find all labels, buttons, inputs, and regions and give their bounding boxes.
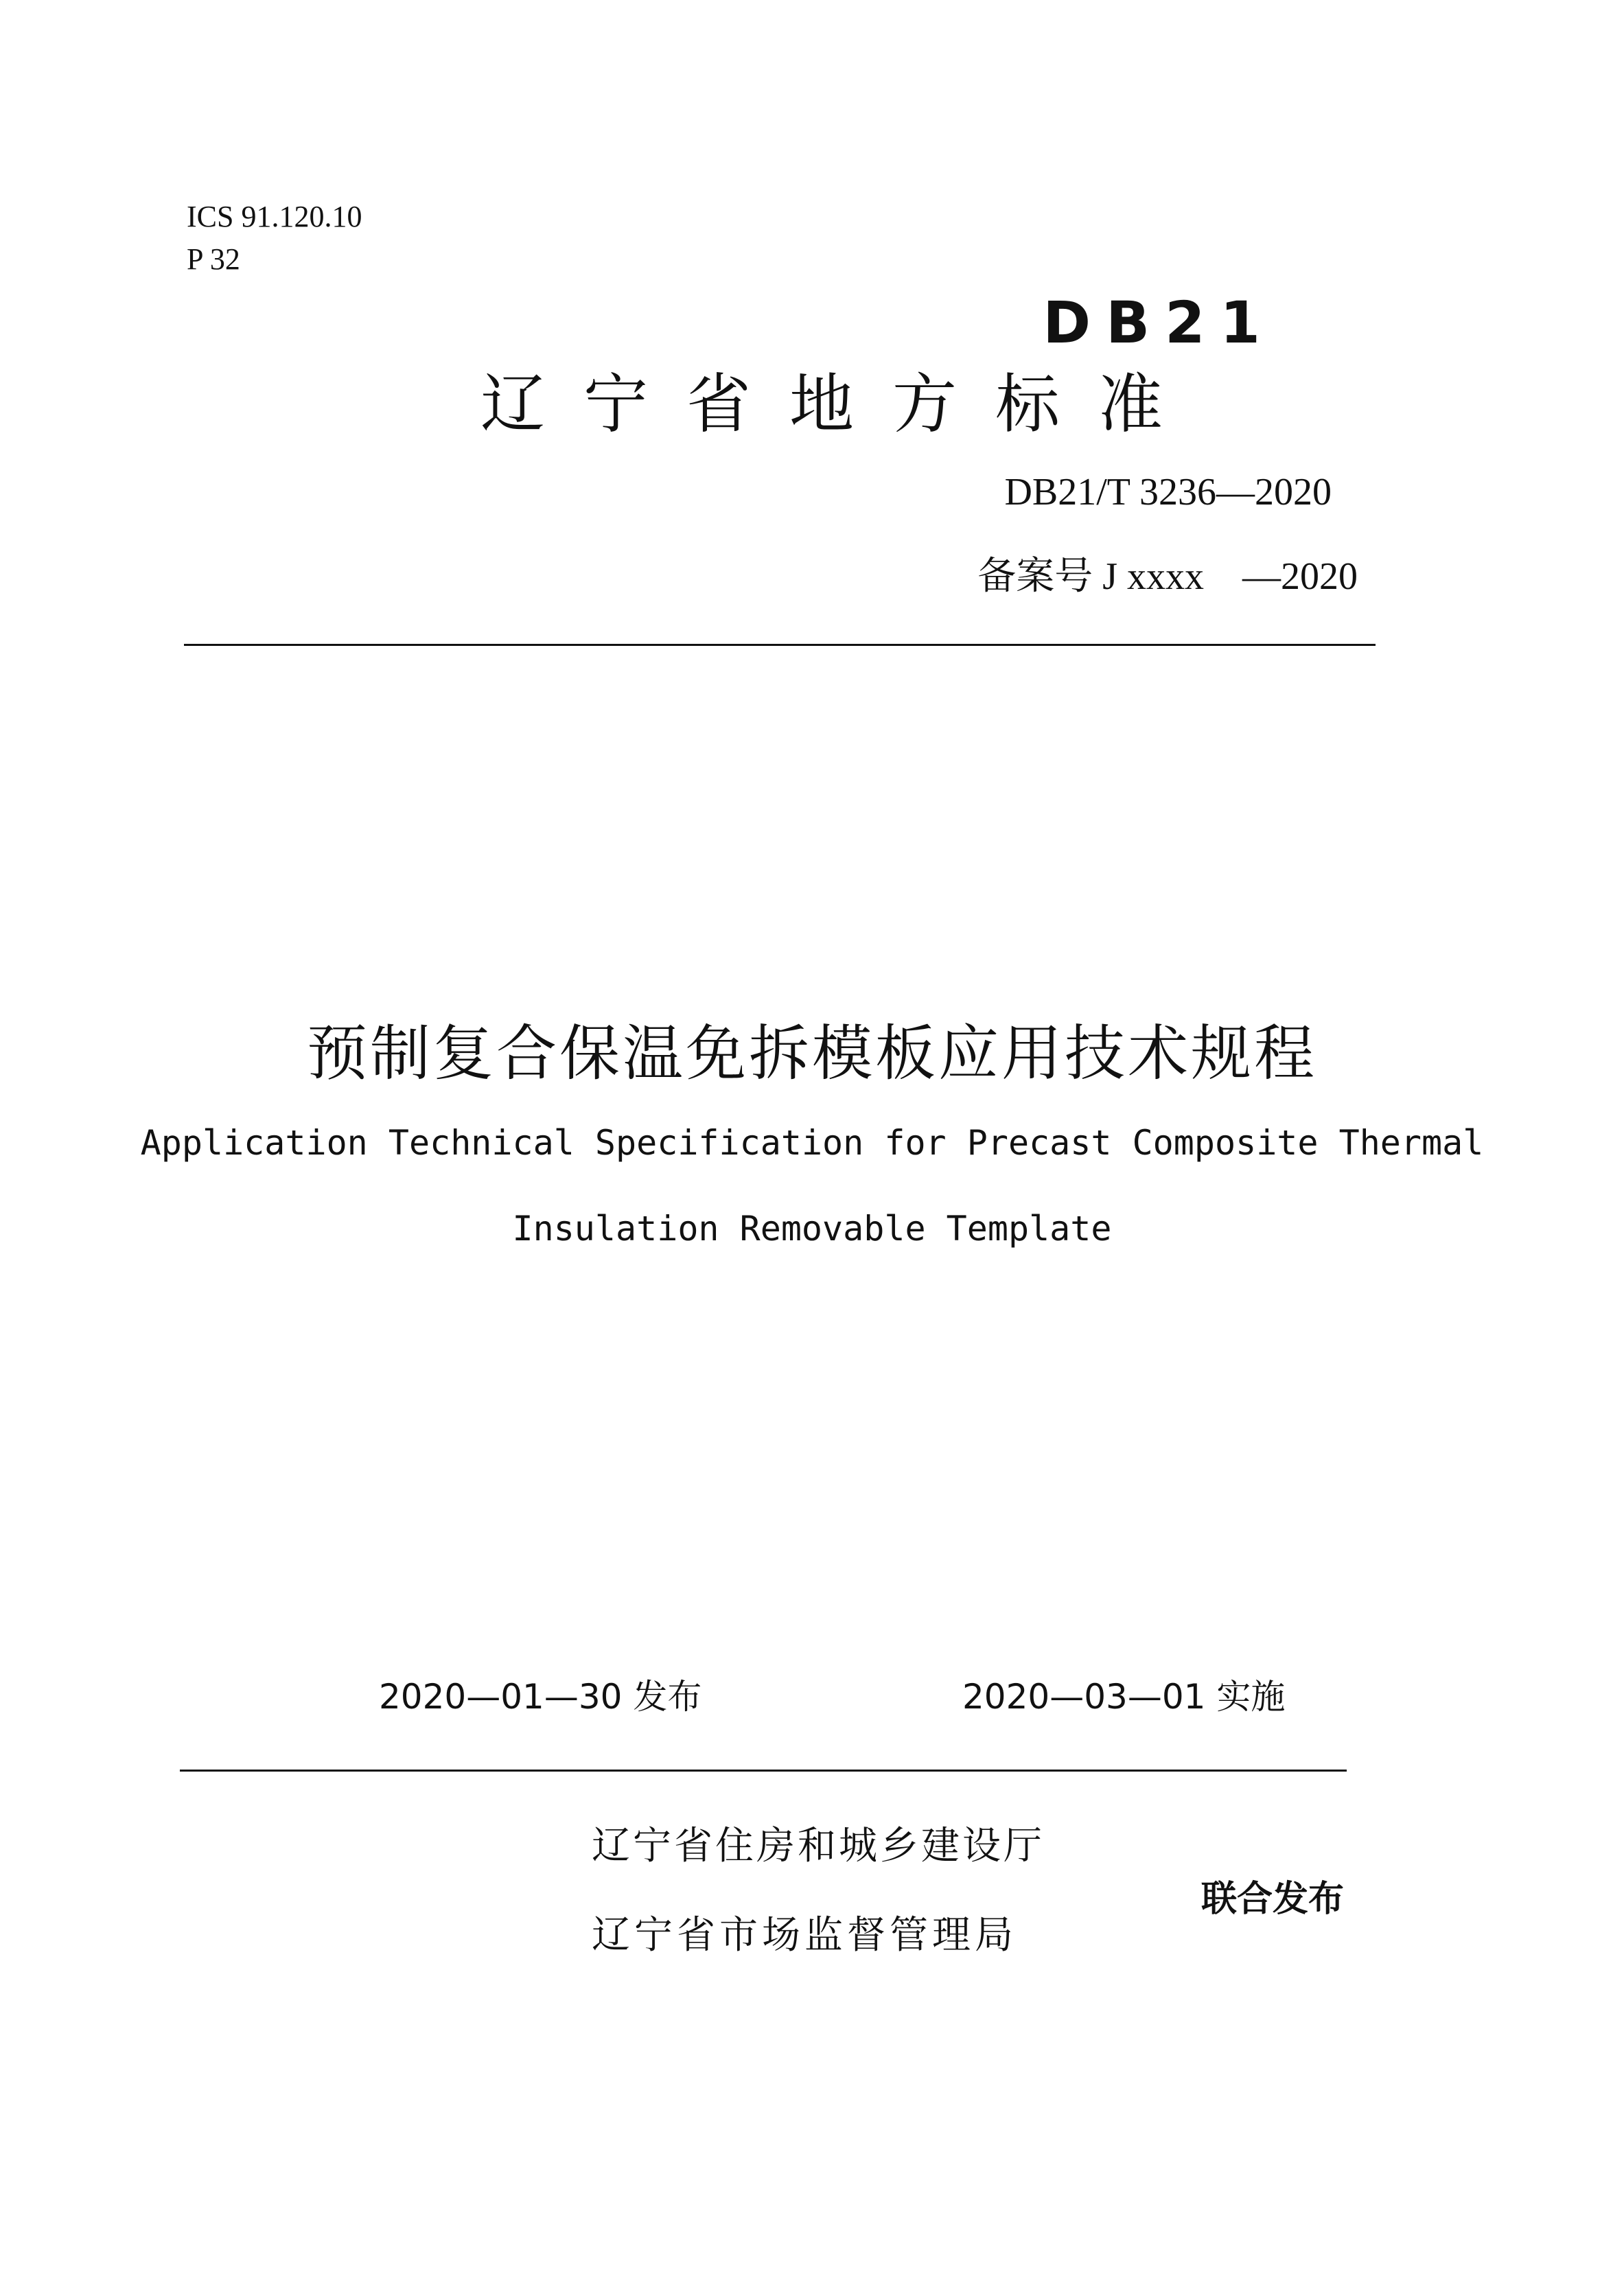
- issuer-line1: 辽宁省住房和城乡建设厅: [592, 1824, 1045, 1868]
- standard-number: DB21/T 3236—2020: [1004, 471, 1332, 513]
- title-english-line1: Application Technical Specification for Precast Composite Thermal: [140, 1123, 1484, 1163]
- title-chinese: 预制复合保温免拆模板应用技术规程: [306, 1018, 1317, 1089]
- bottom-divider: [180, 1770, 1347, 1772]
- record-number: 备案号 J xxxx —2020: [977, 555, 1358, 598]
- title-english-line2: Insulation Removable Template: [512, 1209, 1112, 1249]
- joint-issue-label: 联合发布: [1201, 1879, 1345, 1920]
- issuer-line2: 辽宁省市场监督管理局: [592, 1913, 1017, 1958]
- classification-code: P 32: [187, 242, 240, 276]
- top-divider: [184, 644, 1376, 646]
- standard-type: 辽宁省地方标准: [480, 367, 1202, 442]
- implementation-date: 2020—03—01 实施: [962, 1677, 1286, 1717]
- ics-code: ICS 91.120.10: [187, 200, 362, 233]
- db-mark: DB21: [1043, 289, 1275, 356]
- issue-date: 2020—01—30 发布: [379, 1677, 702, 1717]
